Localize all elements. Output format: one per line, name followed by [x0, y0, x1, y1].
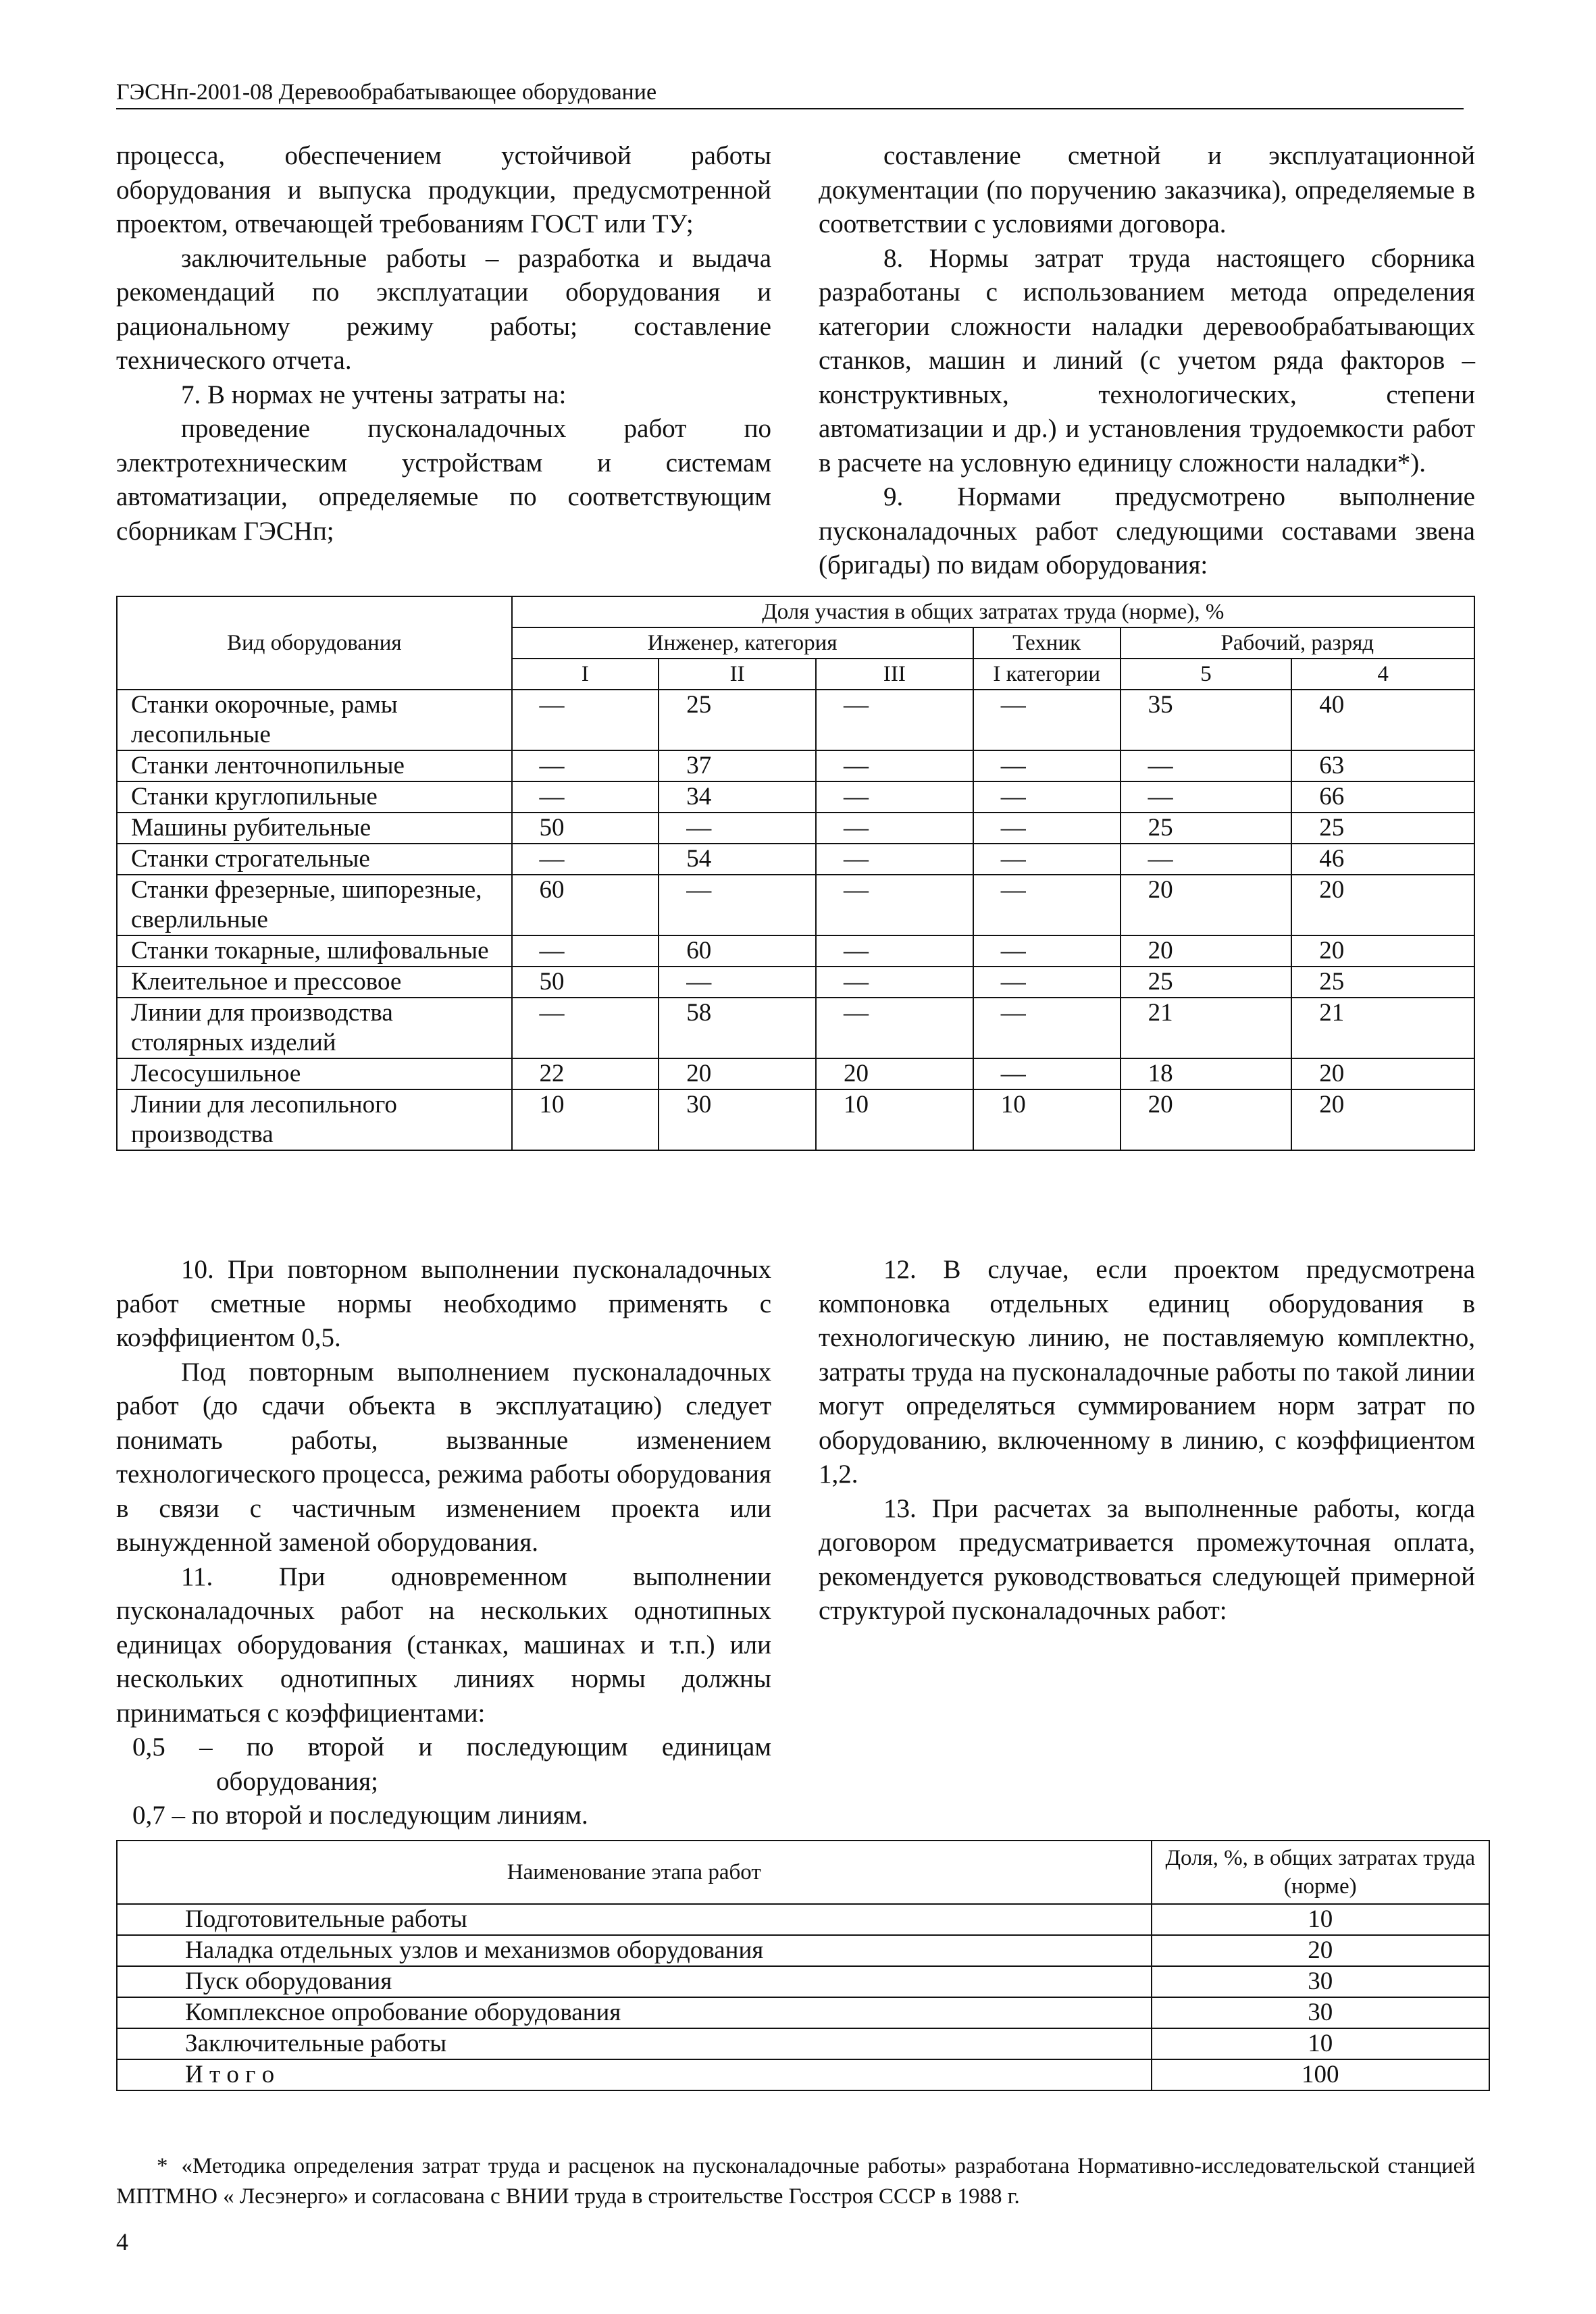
- header-equipment-type: Вид оборудования: [117, 596, 512, 690]
- share-value: —: [1121, 781, 1292, 813]
- share-value: 30: [659, 1089, 816, 1150]
- share-value: —: [973, 967, 1121, 998]
- share-value: 54: [659, 844, 816, 875]
- paragraph: заключительные работы – разработка и выдача рекомендаций по эксплуатации оборудования и рациональному режиму работы; составление технического отчета.: [116, 243, 771, 375]
- stage-name: Пуск оборудования: [117, 1966, 1152, 1997]
- share-value: 66: [1291, 781, 1474, 813]
- share-value: 21: [1291, 998, 1474, 1058]
- text-column-bottom-left: [116, 1253, 771, 1833]
- share-value: 18: [1121, 1058, 1292, 1089]
- paragraph: 9. Нормами предусмотрено выполнение пусконаладочных работ следующими составами звена (бригады) по видам оборудования:: [819, 482, 1475, 580]
- header-worker: Рабочий, разряд: [1121, 627, 1474, 659]
- table-row: [117, 935, 1474, 967]
- share-value: 25: [1291, 813, 1474, 844]
- header-worker-grade-5: 5: [1121, 659, 1292, 690]
- table-row: [117, 690, 1474, 750]
- table-row: [117, 813, 1474, 844]
- table-row: [117, 2028, 1489, 2059]
- equipment-name: Станки круглопильные: [117, 781, 512, 813]
- header-engineer-cat-2: II: [659, 659, 816, 690]
- share-value: 20: [1121, 1089, 1292, 1150]
- stage-share: 30: [1152, 1966, 1490, 1997]
- table-row: [117, 2059, 1489, 2090]
- table-row: [117, 967, 1474, 998]
- share-value: —: [973, 813, 1121, 844]
- header-stage-name: Наименование этапа работ: [117, 1841, 1152, 1904]
- paragraph: проведение пусконаладочных работ по электротехническим устройствам и системам автоматизации, определяемые по соответствующим сборникам ГЭСНп;: [116, 414, 771, 546]
- equipment-name: Клеительное и прессовое: [117, 967, 512, 998]
- equipment-name: Станки окорочные, рамы лесопильные: [117, 690, 512, 750]
- paragraph: 13. При расчетах за выполненные работы, когда договором предусматривается промежуточная оплата, рекомендуется руководствоваться следующей примерной структурой пусконаладочных работ:: [819, 1493, 1475, 1625]
- share-value: —: [659, 875, 816, 935]
- share-value: 20: [1291, 1058, 1474, 1089]
- header-technician: Техник: [973, 627, 1121, 659]
- share-value: —: [973, 1058, 1121, 1089]
- crew-composition-table: [116, 596, 1475, 1151]
- share-value: —: [512, 750, 659, 781]
- share-value: 50: [512, 813, 659, 844]
- share-value: 22: [512, 1058, 659, 1089]
- share-value: 37: [659, 750, 816, 781]
- share-value: —: [973, 875, 1121, 935]
- share-value: —: [816, 690, 973, 750]
- share-value: —: [512, 690, 659, 750]
- share-value: —: [659, 967, 816, 998]
- share-value: —: [816, 935, 973, 967]
- footnote-text: «Методика определения затрат труда и расценок на пусконаладочные работы» разработана Нормативно-исследовательской станцией МПТМНО « Лесэнерго» и согласована с ВНИИ труда в строительстве Госстроя СССР в 1988 г.: [116, 2154, 1475, 2209]
- table-row: [117, 1997, 1489, 2028]
- paragraph: Под повторным выполнением пусконаладочных работ (до сдачи объекта в эксплуатацию) следует понимать работы, вызванные изменением технологического процесса, режима работы оборудования в связи с частичным изменением проекта или вынужденной заменой оборудования.: [116, 1357, 771, 1557]
- paragraph: 7. В нормах не учтены затраты на:: [181, 380, 567, 409]
- share-value: 20: [1291, 935, 1474, 967]
- share-value: —: [659, 813, 816, 844]
- header-stage-share: Доля, %, в общих затратах труда (норме): [1152, 1841, 1490, 1904]
- share-value: —: [973, 690, 1121, 750]
- stage-name: Подготовительные работы: [117, 1904, 1152, 1935]
- header-engineer-cat-3: III: [816, 659, 973, 690]
- share-value: —: [973, 844, 1121, 875]
- header-labor-share: Доля участия в общих затратах труда (норме), %: [512, 596, 1474, 627]
- table-row: [117, 781, 1474, 813]
- page-number: 4: [116, 2228, 128, 2255]
- paragraph: 0,5 – по второй и последующим единицам оборудования;: [132, 1732, 771, 1796]
- share-value: 25: [1121, 967, 1292, 998]
- text-column-top-left: [116, 139, 771, 548]
- header-engineer: Инженер, категория: [512, 627, 973, 659]
- stage-share: 10: [1152, 2028, 1490, 2059]
- paragraph: 0,7 – по второй и последующим линиям.: [132, 1801, 588, 1830]
- share-value: —: [1121, 750, 1292, 781]
- stage-share: 20: [1152, 1935, 1490, 1966]
- equipment-name: Линии для производства столярных изделий: [117, 998, 512, 1058]
- equipment-name: Станки ленточнопильные: [117, 750, 512, 781]
- share-value: 60: [659, 935, 816, 967]
- work-stage-structure-table: [116, 1840, 1490, 2091]
- share-value: 46: [1291, 844, 1474, 875]
- equipment-name: Машины рубительные: [117, 813, 512, 844]
- share-value: —: [512, 935, 659, 967]
- paragraph: 8. Нормы затрат труда настоящего сборника разработаны с использованием метода определения категории сложности наладки деревообрабатывающих станков, машин и линий (с учетом ряда факторов – конструктивных, технологических, степени автоматизации и др.) и установления трудоемкости работ в расчете на условную единицу сложности наладки*).: [819, 243, 1475, 478]
- equipment-name: Станки фрезерные, шипорезные, сверлильные: [117, 875, 512, 935]
- share-value: 21: [1121, 998, 1292, 1058]
- share-value: 20: [659, 1058, 816, 1089]
- share-value: 20: [1121, 875, 1292, 935]
- share-value: —: [973, 750, 1121, 781]
- stage-share: 10: [1152, 1904, 1490, 1935]
- share-value: 58: [659, 998, 816, 1058]
- share-value: 60: [512, 875, 659, 935]
- share-value: 10: [816, 1089, 973, 1150]
- share-value: 20: [816, 1058, 973, 1089]
- stage-name: И т о г о: [117, 2059, 1152, 2090]
- share-value: 25: [1121, 813, 1292, 844]
- text-column-bottom-right: [819, 1253, 1475, 1628]
- share-value: 34: [659, 781, 816, 813]
- share-value: 50: [512, 967, 659, 998]
- table-row: [117, 844, 1474, 875]
- share-value: —: [816, 875, 973, 935]
- paragraph: 12. В случае, если проектом предусмотрена компоновка отдельных единиц оборудования в технологическую линию, не поставляемую комплектно, затраты труда на пусконаладочные работы по такой линии могут определяться суммированием норм затрат по оборудованию, включенному в линию, с коэффициентом 1,2.: [819, 1255, 1475, 1489]
- share-value: —: [816, 967, 973, 998]
- stage-share: 30: [1152, 1997, 1490, 2028]
- stage-share: 100: [1152, 2059, 1490, 2090]
- stage-name: Заключительные работы: [117, 2028, 1152, 2059]
- equipment-name: Лесосушильное: [117, 1058, 512, 1089]
- paragraph: 11. При одновременном выполнении пусконаладочных работ на нескольких однотипных единицах оборудования (станках, машинах и т.п.) или нескольких однотипных линиях нормы должны приниматься с коэффициентами:: [116, 1562, 771, 1728]
- share-value: 25: [659, 690, 816, 750]
- table-row: [117, 1904, 1489, 1935]
- share-value: —: [816, 813, 973, 844]
- paragraph: 10. При повторном выполнении пусконаладочных работ сметные нормы необходимо применять с коэффициентом 0,5.: [116, 1255, 771, 1352]
- running-header: ГЭСНп-2001-08 Деревообрабатывающее оборудование: [116, 80, 1464, 109]
- share-value: —: [816, 781, 973, 813]
- share-value: 10: [512, 1089, 659, 1150]
- header-worker-grade-4: 4: [1291, 659, 1474, 690]
- stage-name: Комплексное опробование оборудования: [117, 1997, 1152, 2028]
- share-value: —: [973, 998, 1121, 1058]
- table-row: [117, 1966, 1489, 1997]
- table-row: [117, 1089, 1474, 1150]
- share-value: —: [512, 844, 659, 875]
- share-value: —: [816, 750, 973, 781]
- equipment-name: Станки строгательные: [117, 844, 512, 875]
- paragraph: составление сметной и эксплуатационной документации (по поручению заказчика), определяемые в соответствии с условиями договора.: [819, 141, 1475, 238]
- equipment-name: Линии для лесопильного производства: [117, 1089, 512, 1150]
- share-value: —: [816, 844, 973, 875]
- table-row: [117, 750, 1474, 781]
- table-row: [117, 1935, 1489, 1966]
- text-column-top-right: [819, 139, 1475, 583]
- header-engineer-cat-1: I: [512, 659, 659, 690]
- share-value: 20: [1121, 935, 1292, 967]
- share-value: —: [512, 998, 659, 1058]
- share-value: —: [1121, 844, 1292, 875]
- footnote: [116, 2151, 1475, 2212]
- share-value: 25: [1291, 967, 1474, 998]
- header-technician-cat-1: I категории: [973, 659, 1121, 690]
- share-value: 20: [1291, 875, 1474, 935]
- share-value: —: [816, 998, 973, 1058]
- paragraph: процесса, обеспечением устойчивой работы оборудования и выпуска продукции, предусмотренной проектом, отвечающей требованиям ГОСТ или ТУ;: [116, 141, 771, 238]
- footnote-mark: *: [157, 2154, 168, 2178]
- share-value: 63: [1291, 750, 1474, 781]
- share-value: 40: [1291, 690, 1474, 750]
- share-value: 35: [1121, 690, 1292, 750]
- table-row: [117, 1058, 1474, 1089]
- share-value: 20: [1291, 1089, 1474, 1150]
- share-value: —: [973, 935, 1121, 967]
- share-value: 10: [973, 1089, 1121, 1150]
- table-row: [117, 875, 1474, 935]
- equipment-name: Станки токарные, шлифовальные: [117, 935, 512, 967]
- table-row: [117, 998, 1474, 1058]
- share-value: —: [973, 781, 1121, 813]
- stage-name: Наладка отдельных узлов и механизмов оборудования: [117, 1935, 1152, 1966]
- share-value: —: [512, 781, 659, 813]
